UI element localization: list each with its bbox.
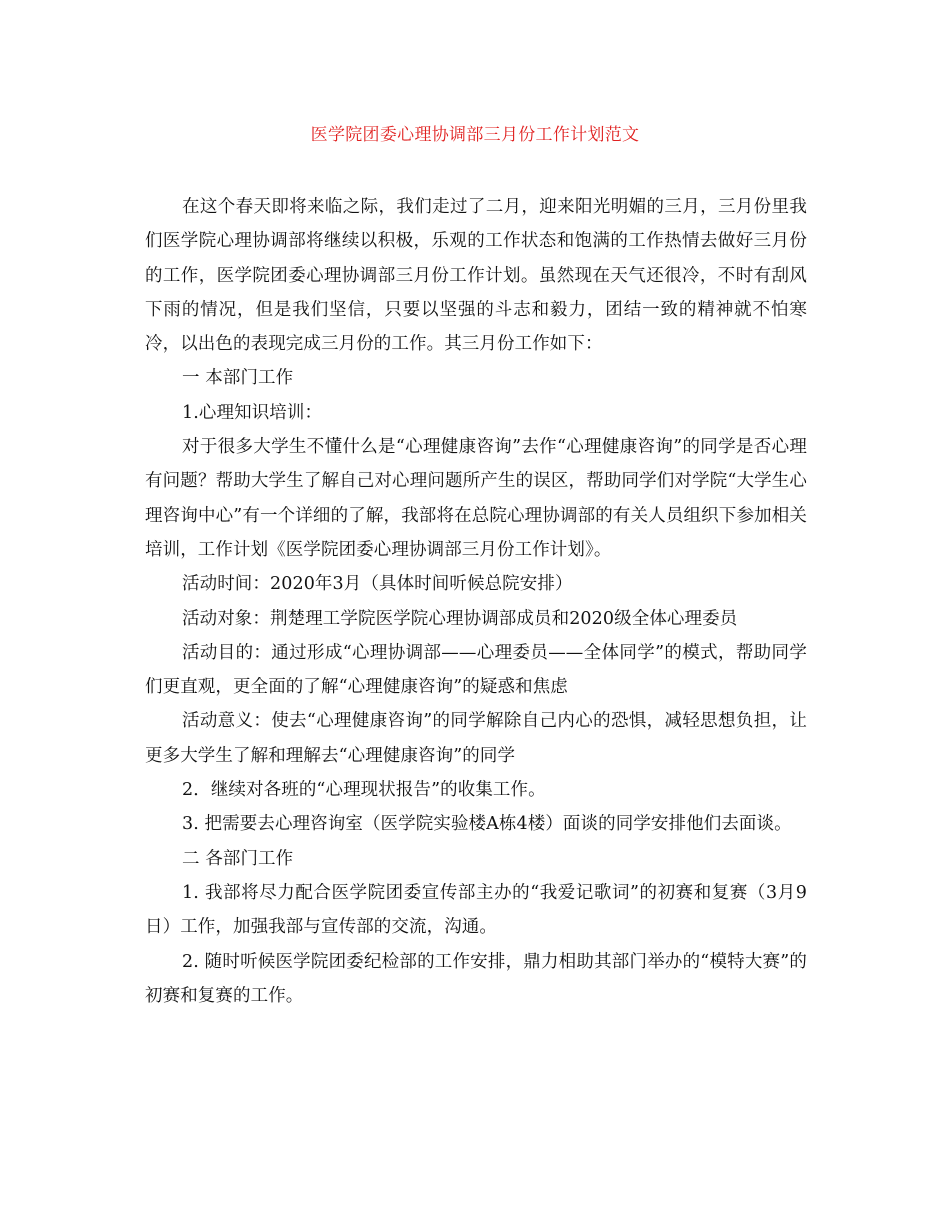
paragraph-other-item-1: 1. 我部将尽力配合医学院团委宣传部主办的“我爱记歌词”的初赛和复赛（3月9日）工作，加强我部与宣传部的交流，沟通。 [145,882,807,938]
paragraph-item-3: 3. 把需要去心理咨询室（医学院实验楼A栋4楼）面谈的同学安排他们去面谈。 [182,814,792,835]
paragraph-activity-target: 活动对象：荆楚理工学院医学院心理协调部成员和2020级全体心理委员 [182,608,738,629]
paragraph-activity-purpose: 活动目的：通过形成“心理协调部——心理委员——全体同学”的模式，帮助同学们更直观，更全面的了解“心理健康咨询”的疑惑和焦虑 [145,642,807,698]
paragraph-item-2: 2．继续对各班的“心理现状报告”的收集工作。 [182,780,546,801]
document-title: 医学院团委心理协调部三月份工作计划范文 [310,125,640,145]
item-heading-psychology-training: 1.心理知识培训： [182,402,323,423]
paragraph-other-item-2: 2. 随时听候医学院团委纪检部的工作安排，鼎力相助其部门举办的“模特大赛”的初赛和复赛的工作。 [145,951,807,1006]
paragraph-activity-significance: 活动意义：使去“心理健康咨询”的同学解除自己内心的恐惧，减轻思想负担，让更多大学生了解和理解去“心理健康咨询”的同学 [145,711,807,766]
document-body [145,190,807,1013]
section-heading-own-department: 一 本部门工作 [182,368,294,389]
paragraph-training-description: 对于很多大学生不懂什么是“心理健康咨询”去作“心理健康咨询”的同学是否心理有问题？帮助大学生了解自己对心理问题所产生的误区，帮助同学们对学院“大学生心理咨询中心”有一个详细的了解，我部将在总院心理协调部的有关人员组织下参加相关培训，工作计划《医学院团委心理协调部三月份工作计划》。 [145,437,807,560]
section-heading-other-departments: 二 各部门工作 [182,848,294,869]
paragraph-intro: 在这个春天即将来临之际，我们走过了二月，迎来阳光明媚的三月，三月份里我们医学院心理协调部将继续以积极，乐观的工作状态和饱满的工作热情去做好三月份的工作，医学院团委心理协调部三月份工作计划。虽然现在天气还很冷，不时有刮风下雨的情况，但是我们坚信，只要以坚强的斗志和毅力，团结一致的精神就不怕寒冷，以出色的表现完成三月份的工作。其三月份工作如下： [145,197,807,355]
paragraph-activity-time: 活动时间：2020年3月（具体时间听候总院安排） [182,574,573,595]
